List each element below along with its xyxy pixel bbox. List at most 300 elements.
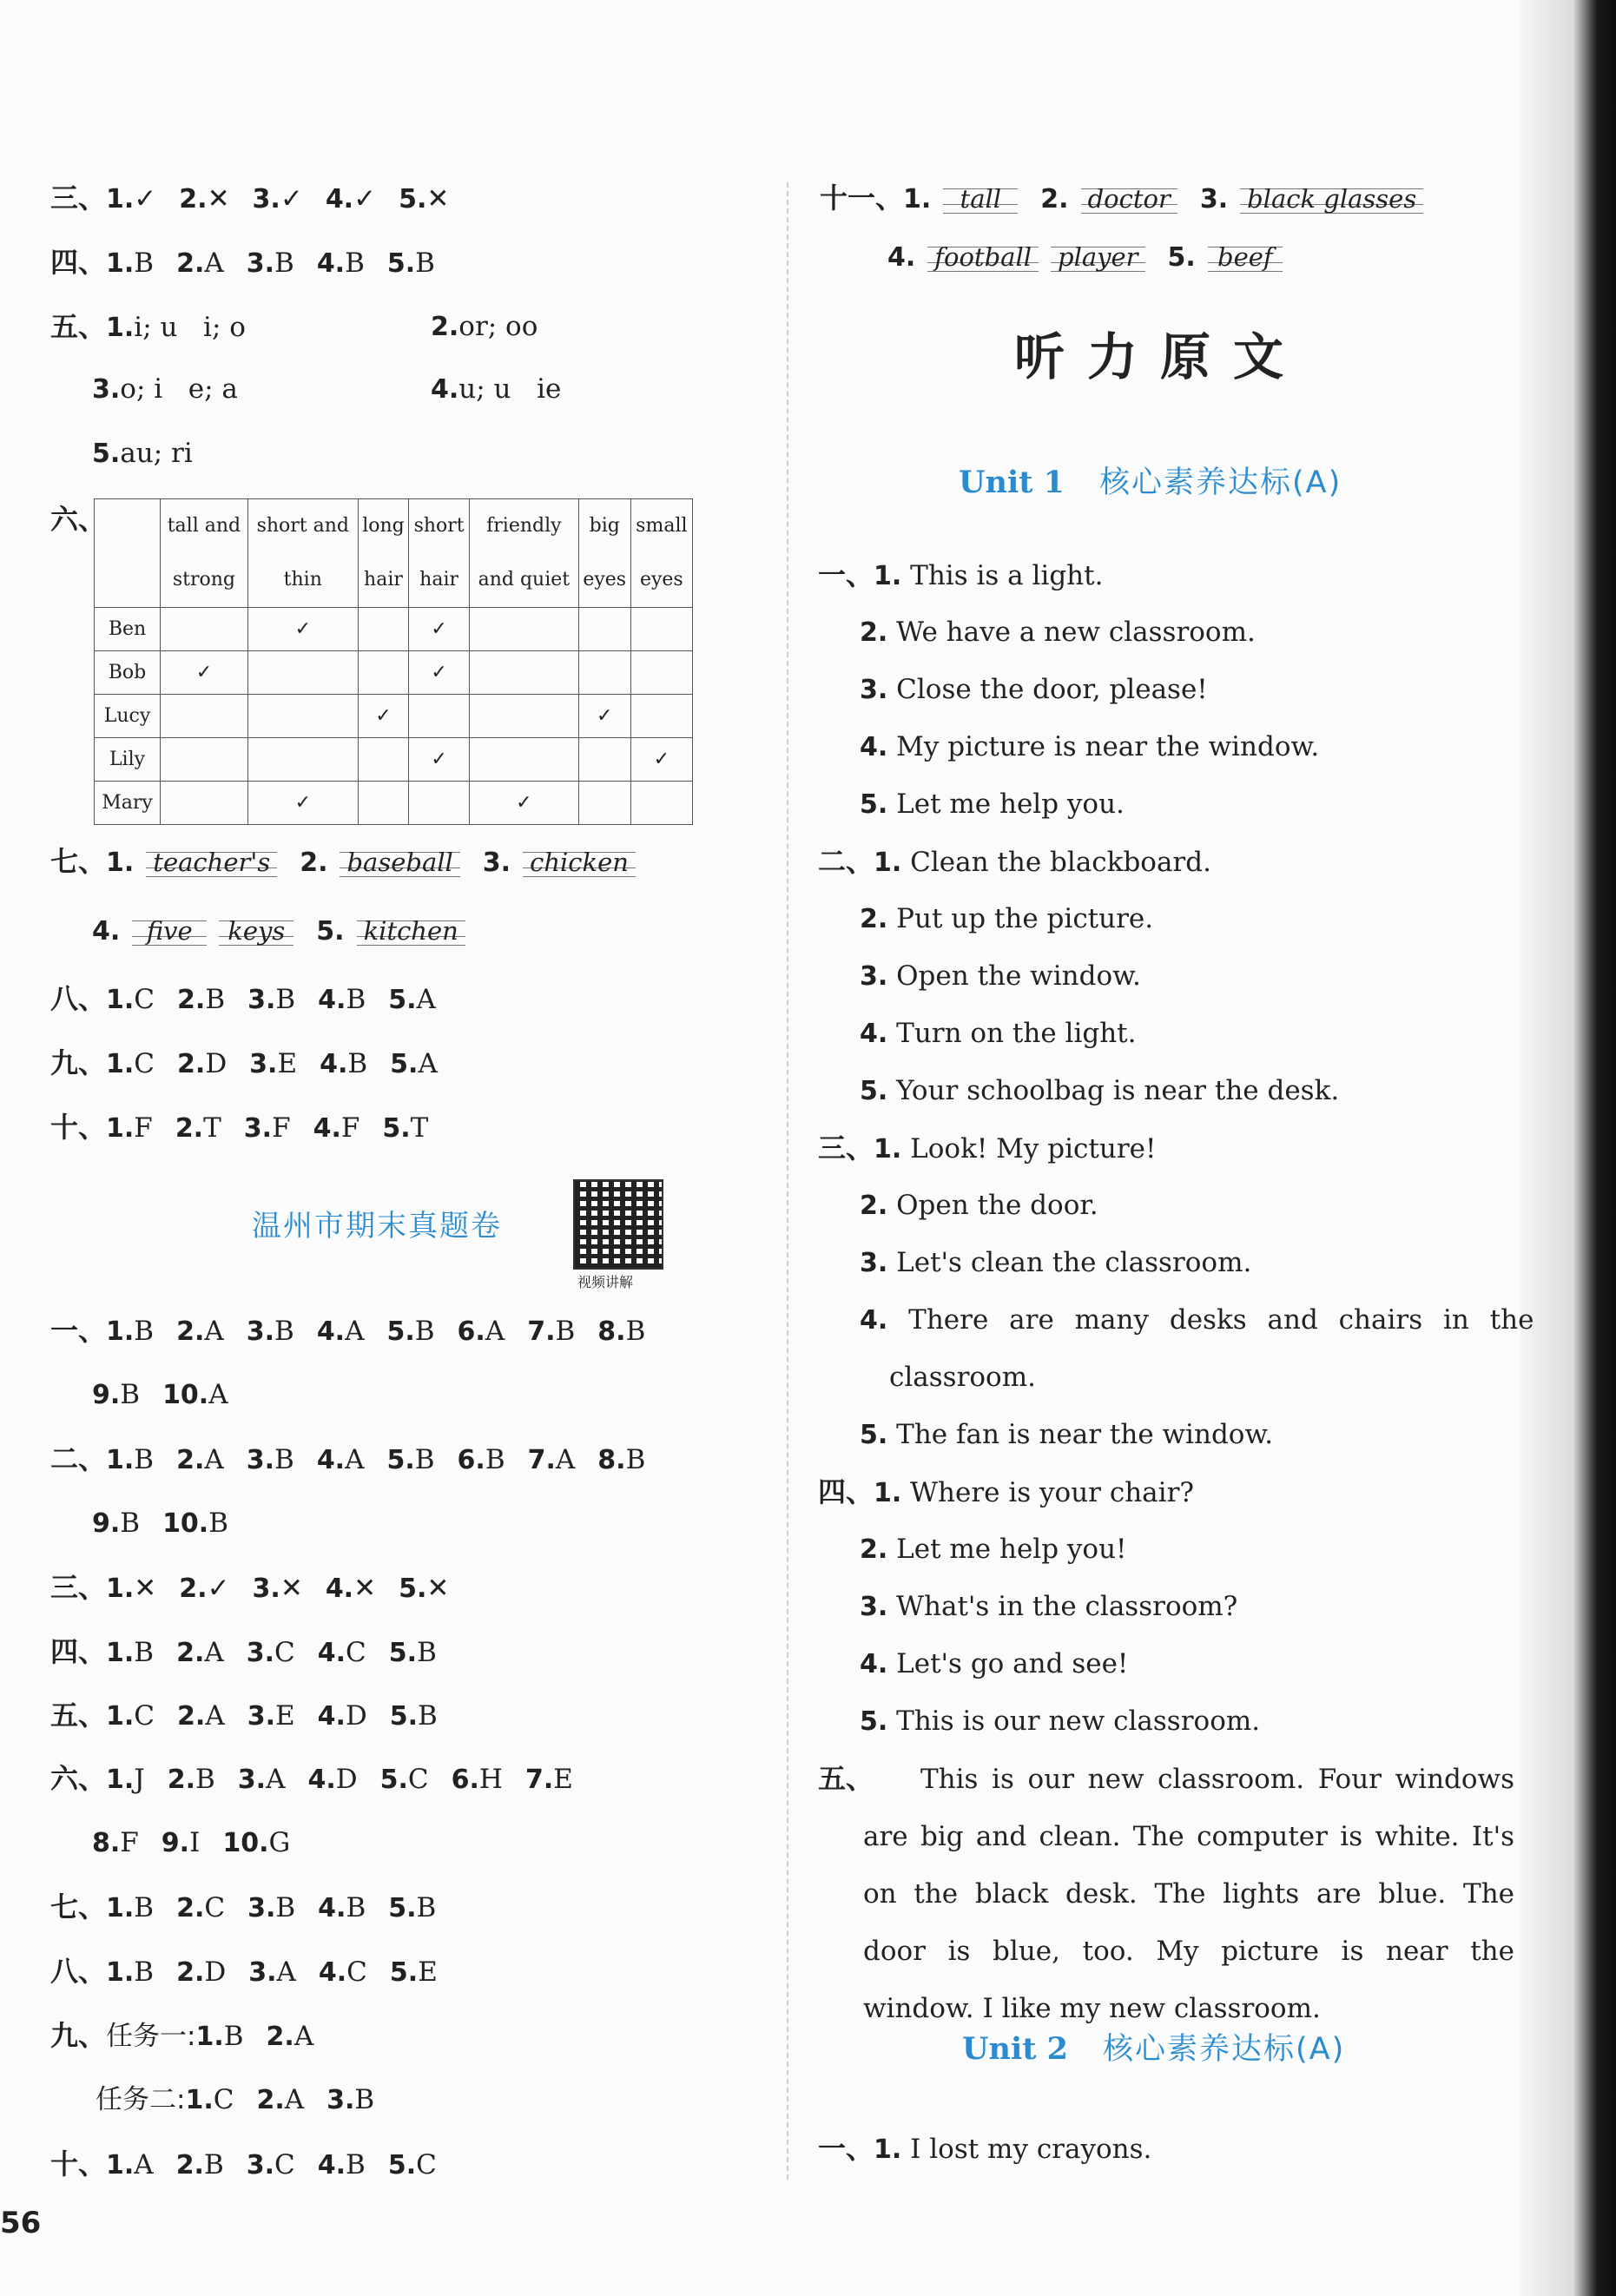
answer: C: [346, 1637, 366, 1668]
section-mark: 五、: [50, 1699, 107, 1732]
item-number: 2.: [176, 1893, 205, 1923]
answer: B: [346, 1892, 366, 1923]
header-cell: long hair: [358, 499, 409, 608]
answer: C: [274, 1637, 295, 1668]
answer: B: [134, 1637, 155, 1668]
item-number: 4.: [307, 1765, 336, 1795]
item-number: 4.: [313, 1113, 341, 1144]
item-number: 1.: [106, 1316, 135, 1347]
handwritten-answer: black glasses: [1240, 181, 1423, 216]
script-sentence: We have a new classroom.: [896, 617, 1256, 648]
check-cell: [469, 608, 578, 651]
check-cell: ✓: [409, 651, 470, 695]
answer: A: [208, 1379, 228, 1410]
unit-2-heading: [962, 2025, 1345, 2068]
header-cell: big eyes: [578, 499, 630, 608]
unit-label: Unit 1: [959, 465, 1065, 500]
u1-s1-l4: [860, 729, 1319, 765]
answer: A: [266, 1764, 286, 1795]
row-name: Ben: [95, 608, 161, 651]
answer: ✕: [353, 1573, 377, 1604]
item-number: 2.: [860, 1191, 888, 1221]
answer: E: [418, 1956, 438, 1988]
item-number: 2.: [176, 248, 205, 279]
answer: B: [203, 2149, 224, 2181]
section-11-line-1: [820, 181, 1423, 217]
item-number: 9.: [92, 1380, 121, 1410]
item-number: 8.: [92, 1828, 121, 1858]
section-mark: 二、: [818, 845, 874, 878]
item-number: 5.: [860, 1420, 888, 1450]
section-5-line-1b: [431, 309, 538, 345]
check-cell: ✓: [161, 651, 248, 695]
answer: B: [347, 1048, 368, 1079]
item-number: 10.: [222, 1828, 269, 1858]
answer: B: [134, 247, 155, 279]
answer: A: [134, 2149, 154, 2181]
answer: C: [213, 2084, 234, 2115]
section-9-answers: [50, 1046, 438, 1082]
check-cell: [161, 608, 248, 651]
item-number: 2.: [266, 2022, 294, 2052]
item-number: 1.: [106, 1445, 135, 1475]
unit-1-heading: [959, 459, 1342, 502]
u1-s2-l1: [818, 844, 1211, 881]
section-mark: 六、: [50, 503, 107, 536]
script-sentence: The fan is near the window.: [896, 1419, 1274, 1450]
table-row: [95, 782, 693, 825]
check-cell: ✓: [469, 782, 578, 825]
u2-s1-l1: [818, 2131, 1151, 2167]
answer: B: [417, 1637, 437, 1668]
section-10-answers: [50, 1110, 428, 1146]
handwritten-answer: football: [927, 240, 1039, 274]
u1-s1-l1: [818, 558, 1103, 594]
item-number: 3.: [249, 1049, 278, 1079]
answer: B: [275, 984, 296, 1015]
item-number: 3.: [860, 1592, 888, 1622]
u1-s1-l2: [860, 615, 1256, 650]
item-number: 4.: [318, 985, 346, 1015]
answer: A: [418, 1048, 438, 1079]
item-number: 8.: [597, 1316, 626, 1347]
check-cell: ✓: [409, 738, 470, 782]
answer: ✓: [353, 183, 377, 214]
u1-s4-l3: [860, 1589, 1237, 1625]
answer: A: [204, 1637, 224, 1668]
item-number: 3.: [248, 1957, 277, 1988]
check-cell: [630, 608, 692, 651]
check-cell: [161, 782, 248, 825]
handwritten-answer: keys: [219, 914, 294, 948]
item-number: 8.: [597, 1445, 626, 1475]
item-number: 2.: [176, 1638, 205, 1668]
check-cell: ✓: [630, 738, 692, 782]
task-label: 任务一:: [106, 2021, 196, 2052]
item-number: 2.: [860, 904, 888, 934]
check-cell: [630, 651, 692, 695]
exam-section-6-cont: [92, 1825, 290, 1861]
item-number: 4.: [316, 248, 346, 279]
u1-s4-l1: [818, 1475, 1194, 1511]
item-number: 5.: [390, 1049, 419, 1079]
handwritten-answer: teacher's: [146, 845, 277, 880]
u1-s4-l2: [860, 1532, 1127, 1567]
row-name: Lucy: [95, 695, 161, 738]
u1-s2-l3: [860, 959, 1141, 994]
page-number: 56: [0, 2206, 42, 2240]
section-5-line-3: [92, 436, 193, 472]
item-number: 7.: [527, 1445, 556, 1475]
script-sentence: Where is your chair?: [910, 1477, 1195, 1508]
answer: B: [274, 1444, 294, 1475]
header-cell: short hair: [409, 499, 470, 608]
item-number: 3.: [252, 1574, 280, 1604]
item-number: 1.: [106, 1893, 135, 1923]
scan-edge-shadow: [1520, 0, 1616, 2296]
table-row: [95, 695, 693, 738]
item-number: 9.: [161, 1828, 190, 1858]
table-row: [95, 738, 693, 782]
script-sentence: Let me help you.: [896, 788, 1125, 820]
answer: T: [203, 1112, 221, 1144]
item-number: 3.: [252, 184, 280, 214]
item-number: 6.: [451, 1765, 479, 1795]
check-cell: ✓: [247, 608, 358, 651]
section-mark: 五、: [818, 1762, 874, 1795]
item-number: 2.: [177, 985, 206, 1015]
answer: B: [354, 2084, 375, 2115]
script-sentence: My picture is near the window.: [896, 731, 1320, 762]
item-number: 5.: [1167, 242, 1196, 273]
item-number: 2.: [175, 2150, 204, 2181]
item-number: 4.: [887, 242, 916, 273]
item-number: 2.: [176, 1445, 205, 1475]
row-name: Lily: [95, 738, 161, 782]
answer: i; u i; o: [134, 312, 246, 343]
answer: B: [625, 1444, 646, 1475]
answer: B: [414, 1316, 435, 1347]
answer: B: [134, 1892, 155, 1923]
item-number: 4.: [860, 1305, 888, 1336]
item-number: 2.: [300, 848, 328, 878]
answer: F: [340, 1112, 360, 1144]
answer: A: [555, 1444, 576, 1475]
answer: A: [204, 247, 224, 279]
exam-section-2: [50, 1442, 645, 1478]
item-number: 3.: [243, 1113, 273, 1144]
unit-label: Unit 2: [962, 2031, 1068, 2067]
item-number: 3.: [246, 2150, 275, 2181]
item-number: 1.: [106, 1049, 135, 1079]
section-7-line-2: [92, 914, 465, 949]
answer: C: [346, 1956, 367, 1988]
answer: A: [204, 1316, 224, 1347]
task-label: 任务二:: [96, 2084, 186, 2115]
handwritten-answer: kitchen: [357, 914, 465, 948]
item-number: 1.: [106, 184, 135, 214]
check-cell: [358, 651, 409, 695]
answer: u; u ie: [458, 373, 562, 405]
answer: D: [335, 1764, 358, 1795]
item-number: 4.: [317, 1701, 346, 1732]
answer: E: [553, 1764, 573, 1795]
check-cell: [358, 738, 409, 782]
exam-section-5: [50, 1698, 438, 1734]
answer: ✓: [280, 183, 303, 214]
check-cell: [409, 782, 470, 825]
answer: ✕: [426, 1573, 450, 1604]
answer: A: [345, 1316, 365, 1347]
item-number: 1.: [903, 184, 932, 214]
item-number: 4.: [318, 1893, 346, 1923]
item-number: 3.: [246, 1316, 275, 1347]
script-sentence: Let me help you!: [896, 1534, 1127, 1565]
u1-s4-l4: [860, 1646, 1128, 1682]
answer: D: [204, 1956, 227, 1988]
script-sentence: Let's clean the classroom.: [896, 1247, 1252, 1278]
script-sentence: classroom.: [889, 1362, 1036, 1393]
script-sentence: Open the door.: [896, 1190, 1098, 1221]
item-number: 1.: [106, 1701, 135, 1732]
corner-cell: [95, 499, 161, 608]
item-number: 2.: [177, 1049, 206, 1079]
section-mark: 三、: [50, 181, 107, 214]
item-number: 4.: [860, 732, 888, 762]
check-cell: [358, 782, 409, 825]
item-number: 3.: [247, 1701, 275, 1732]
check-cell: [578, 782, 630, 825]
script-sentence: What's in the classroom?: [896, 1591, 1238, 1622]
item-number: 5.: [388, 1893, 417, 1923]
section-mark: 八、: [50, 1955, 107, 1988]
answer: F: [134, 1112, 153, 1144]
check-cell: [469, 738, 578, 782]
header-cell: short and thin: [247, 499, 358, 608]
item-number: 3.: [246, 1638, 275, 1668]
header-cell: friendly and quiet: [469, 499, 578, 608]
item-number: 5.: [386, 248, 416, 279]
answer: B: [120, 1508, 141, 1539]
check-cell: [630, 782, 692, 825]
item-number: 7.: [524, 1765, 554, 1795]
handwritten-answer: five: [132, 914, 207, 948]
answer: E: [274, 1700, 295, 1732]
item-number: 1.: [106, 1765, 135, 1795]
item-number: 5.: [860, 1706, 888, 1737]
check-cell: [247, 651, 358, 695]
item-number: 10.: [162, 1508, 209, 1539]
item-number: 3.: [247, 1893, 276, 1923]
section-8-answers: [50, 981, 436, 1018]
item-number: 5.: [389, 1957, 419, 1988]
answer: A: [284, 2084, 305, 2115]
unit-subtitle: 核心素养达标(A): [1102, 2032, 1346, 2067]
answer: B: [120, 1379, 141, 1410]
item-number: 3.: [237, 1765, 267, 1795]
item-number: 4.: [325, 184, 354, 214]
check-cell: [161, 738, 248, 782]
answer: ✕: [426, 183, 450, 214]
exam-section-7: [50, 1890, 436, 1926]
handwritten-answer: beef: [1208, 240, 1283, 274]
item-number: 5.: [387, 2150, 417, 2181]
section-7-line-1: [50, 844, 636, 881]
item-number: 1.: [874, 2134, 902, 2165]
header-cell: small eyes: [630, 499, 692, 608]
item-number: 3.: [860, 961, 888, 992]
item-number: 5.: [92, 439, 121, 469]
answer: J: [134, 1764, 145, 1795]
item-number: 5.: [389, 1701, 419, 1732]
header-cell: tall and strong: [161, 499, 248, 608]
item-number: 1.: [874, 561, 902, 591]
item-number: 2.: [175, 1113, 204, 1144]
answer: B: [485, 1444, 505, 1475]
u1-s3-l3: [860, 1245, 1251, 1281]
answer: C: [416, 2149, 437, 2181]
answer: or; oo: [458, 311, 538, 342]
item-number: 9.: [92, 1508, 121, 1539]
u1-s2-l5: [860, 1073, 1339, 1109]
script-sentence: This is a light.: [910, 560, 1104, 591]
item-number: 4.: [317, 2150, 346, 2181]
u1-s2-l4: [860, 1016, 1136, 1052]
section-mark: 十一、: [820, 181, 904, 214]
item-number: 4.: [316, 1445, 346, 1475]
handwritten-answer: baseball: [340, 845, 459, 880]
item-number: 4.: [860, 1649, 888, 1679]
exam-title: 温州市期末真题卷: [252, 1209, 502, 1244]
item-number: 2.: [256, 2085, 285, 2115]
answer: F: [120, 1827, 139, 1858]
answer: B: [223, 2021, 244, 2052]
traits-table: [94, 498, 693, 825]
exam-section-6: [50, 1761, 573, 1798]
item-number: 1.: [106, 1957, 135, 1988]
row-name: Mary: [95, 782, 161, 825]
check-cell: [358, 608, 409, 651]
section-mark: 五、: [50, 310, 107, 343]
answer: A: [294, 2021, 314, 2052]
check-cell: [469, 695, 578, 738]
item-number: 6.: [457, 1316, 485, 1347]
answer: B: [275, 1892, 296, 1923]
handwritten-answer: doctor: [1081, 181, 1177, 216]
item-number: 2.: [860, 1534, 888, 1565]
item-number: 3.: [246, 1445, 275, 1475]
item-number: 1.: [106, 248, 135, 279]
exam-section-1-cont: [92, 1377, 228, 1413]
item-number: 4.: [431, 374, 459, 405]
section-11-line-2: [887, 240, 1283, 275]
item-number: 5.: [860, 789, 888, 820]
answer: B: [346, 2149, 366, 2181]
item-number: 4.: [325, 1574, 354, 1604]
item-number: 5.: [860, 1076, 888, 1106]
item-number: 1.: [106, 1574, 135, 1604]
item-number: 1.: [874, 848, 902, 878]
check-cell: ✓: [358, 695, 409, 738]
script-sentence: Clean the blackboard.: [910, 847, 1211, 878]
item-number: 3.: [860, 675, 888, 705]
check-cell: [409, 695, 470, 738]
answer: B: [195, 1764, 215, 1795]
item-number: 3.: [860, 1248, 888, 1278]
section-mark: 七、: [50, 1890, 107, 1923]
exam-section-9-task-2: [96, 2082, 374, 2118]
item-number: 3.: [246, 248, 275, 279]
answer: A: [345, 1444, 365, 1475]
script-sentence: This is our new classroom.: [896, 1706, 1261, 1737]
item-number: 3.: [482, 848, 511, 878]
section-mark: 九、: [50, 1046, 107, 1079]
section-3-answers: [50, 181, 449, 217]
listening-script-title: 听力原文: [1014, 327, 1307, 386]
answer: ✓: [207, 1573, 230, 1604]
answer: B: [274, 1316, 294, 1347]
section-mark: 九、: [50, 2019, 107, 2052]
section-mark: 四、: [818, 1475, 874, 1508]
item-number: 1.: [874, 1134, 902, 1164]
exam-section-9-task-1: [50, 2018, 313, 2055]
section-mark: 三、: [50, 1571, 107, 1604]
script-sentence: Close the door, please!: [896, 674, 1208, 705]
answer: B: [625, 1316, 646, 1347]
answer: B: [274, 247, 294, 279]
item-number: 1.: [874, 1478, 902, 1508]
column-divider: [787, 182, 788, 2180]
answer: A: [276, 1956, 296, 1988]
u1-s3-l4-cont: [889, 1360, 1036, 1395]
item-number: 3.: [326, 2085, 355, 2115]
answer: ✕: [280, 1573, 303, 1604]
answer: D: [205, 1048, 228, 1079]
section-mark: 三、: [818, 1132, 874, 1164]
check-cell: [630, 695, 692, 738]
section-mark: 四、: [50, 1635, 107, 1668]
section-mark: 二、: [50, 1442, 107, 1475]
row-name: Bob: [95, 651, 161, 695]
item-number: 5.: [388, 985, 417, 1015]
check-cell: ✓: [409, 608, 470, 651]
item-number: 2.: [177, 1701, 206, 1732]
item-number: 1.: [185, 2085, 214, 2115]
exam-section-1: [50, 1313, 645, 1349]
section-mark: 一、: [50, 1314, 107, 1347]
answer: A: [485, 1316, 505, 1347]
u1-s4-l5: [860, 1704, 1260, 1739]
script-sentence: Put up the picture.: [896, 903, 1154, 934]
check-cell: [578, 651, 630, 695]
check-cell: [247, 738, 358, 782]
answer: au; ri: [120, 438, 193, 469]
u1-s3-l5: [860, 1417, 1273, 1453]
answer: B: [205, 984, 226, 1015]
u1-s3-l1: [818, 1131, 1156, 1167]
section-mark: 十、: [50, 1111, 107, 1144]
qr-code-icon[interactable]: [573, 1179, 663, 1270]
item-number: 2.: [179, 184, 208, 214]
script-sentence: Turn on the light.: [896, 1018, 1137, 1049]
item-number: 4.: [92, 916, 121, 947]
answer: ✕: [207, 183, 230, 214]
answer: B: [415, 247, 435, 279]
qr-caption: 视频讲解: [577, 1274, 634, 1290]
answer: E: [277, 1048, 298, 1079]
item-number: 2.: [860, 617, 888, 648]
item-number: 5.: [399, 1574, 427, 1604]
